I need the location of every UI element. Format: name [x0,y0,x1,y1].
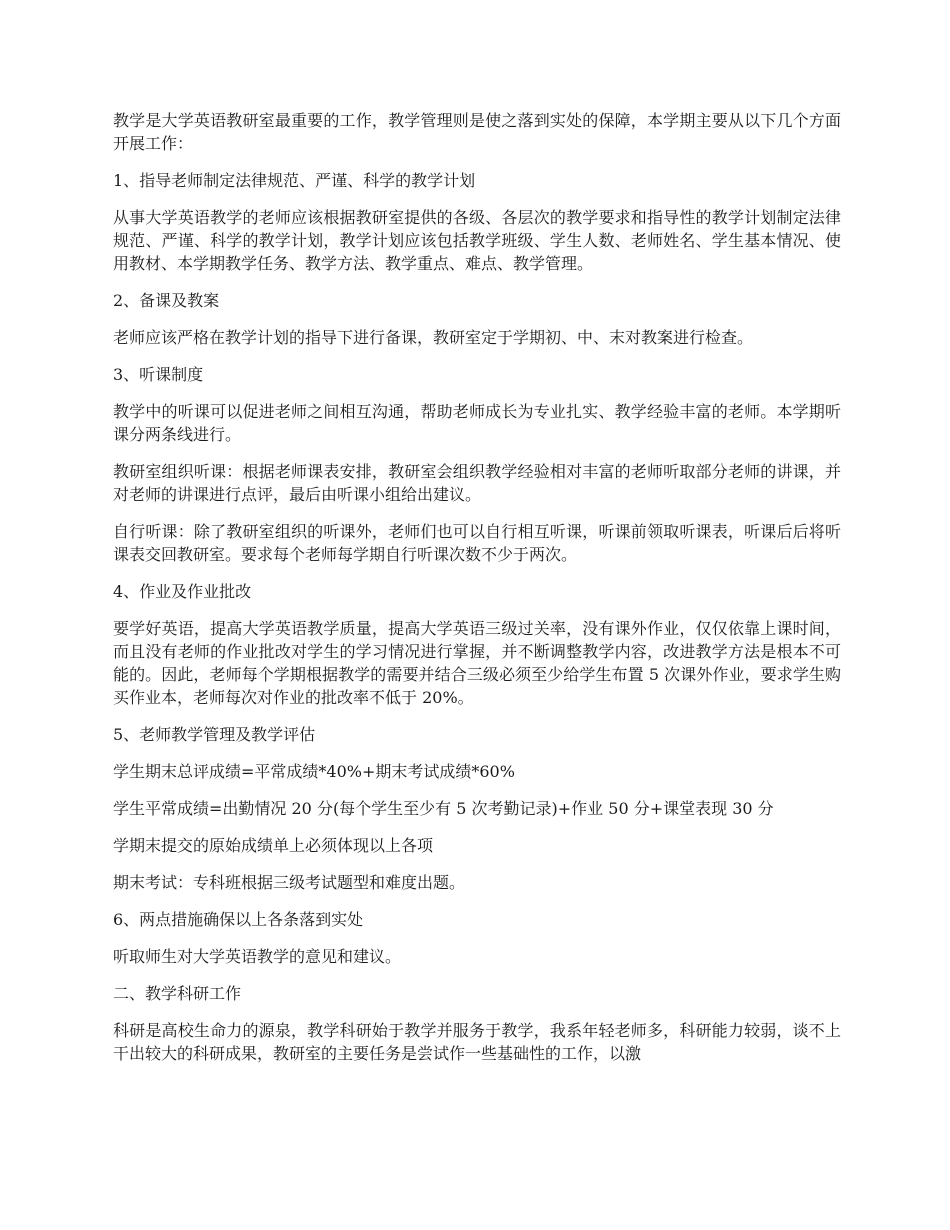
body-paragraph: 学期末提交的原始成绩单上必须体现以上各项 [113,836,434,855]
body-paragraph: 从事大学英语教学的老师应该根据教研室提供的各级、各层次的教学要求和指导性的教学计划制定法律规范、严谨、科学的教学计划，教学计划应该包括教学班级、学生人数、老师姓名、学生基本情况、使用教材、本学期教学任务、教学方法、教学重点、难点、教学管理。 [113,208,841,273]
body-paragraph: 老师应该严格在教学计划的指导下进行备课，教研室定于学期初、中、末对教案进行检查。 [113,328,754,347]
section-heading: 4、作业及作业批改 [113,582,252,601]
body-paragraph: 学生平常成绩=出勤情况 20 分(每个学生至少有 5 次考勤记录)+作业 50 分+课堂表现 30 分 [113,799,774,818]
body-paragraph: 教学中的听课可以促进老师之间相互沟通，帮助老师成长为专业扎实、教学经验丰富的老师。本学期听课分两条线进行。 [113,402,841,444]
body-paragraph: 教学是大学英语教研室最重要的工作，教学管理则是使之落到实处的保障，本学期主要从以下几个方面开展工作： [113,111,841,153]
section-heading: 5、老师教学管理及教学评估 [113,725,316,744]
body-paragraph: 教研室组织听课：根据老师课表安排，教研室会组织教学经验相对丰富的老师听取部分老师的讲课，并对老师的讲课进行点评，最后由听课小组给出建议。 [113,462,841,504]
body-paragraph: 科研是高校生命力的源泉，教学科研始于教学并服务于教学，我系年轻老师多，科研能力较弱，谈不上干出较大的科研成果，教研室的主要任务是尝试作一些基础性的工作，以激 [113,1021,841,1063]
document-body [113,109,841,1079]
section-heading: 1、指导老师制定法律规范、严谨、科学的教学计划 [113,171,476,190]
body-paragraph: 听取师生对大学英语教学的意见和建议。 [113,947,402,966]
section-heading: 3、听课制度 [113,365,204,384]
body-paragraph: 要学好英语，提高大学英语教学质量，提高大学英语三级过关率，没有课外作业，仅仅依靠上课时间，而且没有老师的作业批改对学生的学习情况进行掌握，并不断调整教学内容，改进教学方法是根本不可能的。因此，老师每个学期根据教学的需要并结合三级必须至少给学生布置 5 次课外作业，要求学生购买作业本，老师每次对作业的批改率不低于 20%。 [113,619,841,707]
body-paragraph: 自行听课：除了教研室组织的听课外，老师们也可以自行相互听课，听课前领取听课表，听课后后将听课表交回教研室。要求每个老师每学期自行听课次数不少于两次。 [113,522,841,564]
section-heading: 二、教学科研工作 [113,984,242,1003]
section-heading: 6、两点措施确保以上各条落到实处 [113,910,364,929]
body-paragraph: 学生期末总评成绩=平常成绩*40%+期末考试成绩*60% [113,762,515,781]
body-paragraph: 期末考试：专科班根据三级考试题型和难度出题。 [113,873,466,892]
section-heading: 2、备课及教案 [113,291,220,310]
